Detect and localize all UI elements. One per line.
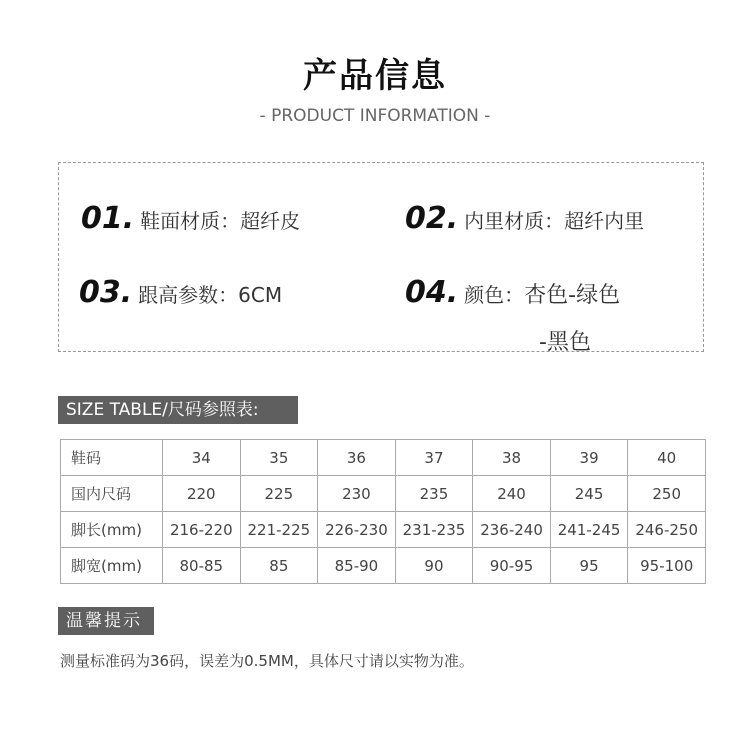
product-info-box	[58, 162, 704, 355]
info-item-upper-material	[81, 201, 300, 236]
info-number: 04.	[405, 275, 459, 310]
info-label: 跟高参数：	[138, 283, 239, 307]
info-number: 01.	[81, 201, 135, 236]
page-subtitle: - PRODUCT INFORMATION -	[259, 106, 491, 126]
table-cell: 39	[550, 440, 628, 476]
info-value: 超纤皮	[240, 209, 301, 233]
table-cell: 226-230	[318, 512, 396, 548]
table-cell: 236-240	[473, 512, 551, 548]
row-header: 鞋码	[61, 440, 163, 476]
table-cell: 231-235	[395, 512, 473, 548]
info-number: 03.	[79, 275, 133, 310]
table-cell: 34	[163, 440, 241, 476]
table-cell: 95-100	[628, 548, 706, 584]
table-cell: 95	[550, 548, 628, 584]
table-cell: 85	[240, 548, 318, 584]
table-row	[61, 476, 706, 512]
table-cell: 80-85	[163, 548, 241, 584]
table-cell: 35	[240, 440, 318, 476]
table-cell: 245	[550, 476, 628, 512]
table-cell: 221-225	[240, 512, 318, 548]
info-item-color	[405, 275, 620, 310]
info-value: 超纤内里	[564, 209, 645, 233]
table-cell: 90-95	[473, 548, 551, 584]
table-cell: 40	[628, 440, 706, 476]
table-cell: 85-90	[318, 548, 396, 584]
table-row	[61, 440, 706, 476]
info-item-lining-material	[405, 201, 644, 236]
info-label: 颜色：	[464, 283, 525, 307]
size-table	[60, 439, 706, 584]
page-title: 产品信息	[303, 56, 447, 96]
tips-text: 测量标准码为36码，误差为0.5MM，具体尺寸请以实物为准。	[60, 652, 474, 670]
table-row	[61, 548, 706, 584]
table-cell: 90	[395, 548, 473, 584]
table-cell: 250	[628, 476, 706, 512]
info-item-heel-height	[79, 275, 282, 310]
table-cell: 225	[240, 476, 318, 512]
color-continuation: -黑色	[539, 330, 591, 355]
table-cell: 216-220	[163, 512, 241, 548]
table-cell: 235	[395, 476, 473, 512]
tips-heading: 温馨提示	[58, 607, 154, 635]
table-cell: 241-245	[550, 512, 628, 548]
table-cell: 220	[163, 476, 241, 512]
table-cell: 37	[395, 440, 473, 476]
table-cell: 230	[318, 476, 396, 512]
row-header: 脚长(mm)	[61, 512, 163, 548]
table-row	[61, 512, 706, 548]
info-number: 02.	[405, 201, 459, 236]
info-value: 杏色-绿色	[524, 283, 621, 308]
table-cell: 36	[318, 440, 396, 476]
info-label: 鞋面材质：	[140, 209, 241, 233]
row-header: 脚宽(mm)	[61, 548, 163, 584]
row-header: 国内尺码	[61, 476, 163, 512]
table-cell: 240	[473, 476, 551, 512]
table-cell: 38	[473, 440, 551, 476]
table-cell: 246-250	[628, 512, 706, 548]
info-label: 内里材质：	[464, 209, 565, 233]
size-table-heading: SIZE TABLE/尺码参照表:	[58, 396, 298, 424]
info-value: 6CM	[238, 283, 283, 307]
